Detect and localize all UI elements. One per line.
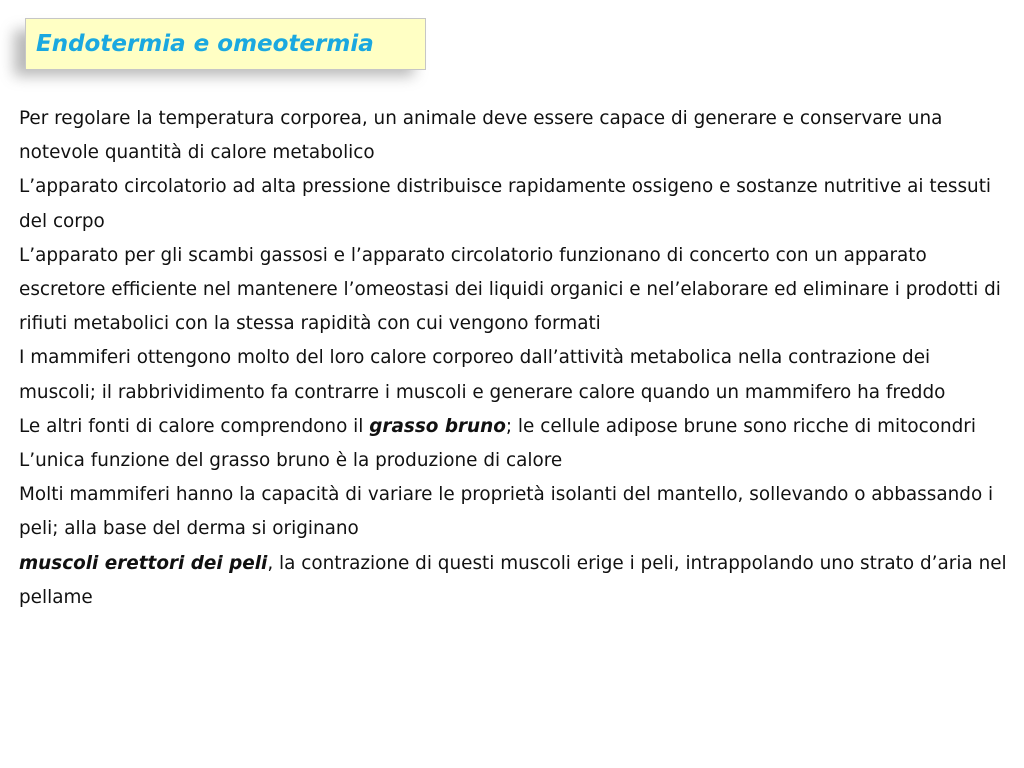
term-muscoli-erettori: muscoli erettori dei peli (19, 552, 268, 574)
paragraph-5-before: Le altri fonti di calore comprendono il (19, 415, 370, 437)
paragraph-5 (19, 410, 1009, 444)
paragraph-4: I mammiferi ottengono molto del loro calore corporeo dall’attività metabolica nella contrazione dei muscoli; il rabbrividimento fa contrarre i muscoli e generare calore quando un mammifero ha freddo (19, 347, 946, 403)
paragraph-7: Molti mammiferi hanno la capacità di variare le proprietà isolanti del mantello, sollevando o abbassando i peli; alla base del derma si originano (19, 484, 994, 540)
title-box (25, 18, 426, 70)
slide-title: Endotermia e omeotermia (36, 31, 374, 57)
paragraph-6: L’unica funzione del grasso bruno è la produzione di calore (19, 450, 563, 472)
paragraph-1: Per regolare la temperatura corporea, un animale deve essere capace di generare e conservare una notevole quantità di calore metabolico (19, 108, 943, 164)
paragraph-8-after: , la contrazione di questi muscoli erige i peli, intrappolando uno strato d’aria nel pellame (19, 552, 1007, 608)
term-grasso-bruno: grasso bruno (369, 415, 506, 437)
paragraph-2: L’apparato circolatorio ad alta pressione distribuisce rapidamente ossigeno e sostanze nutritive ai tessuti del corpo (19, 176, 992, 232)
paragraph-5-after: ; le cellule adipose brune sono ricche di mitocondri (505, 415, 976, 437)
body-text (19, 102, 1009, 615)
paragraph-3: L’apparato per gli scambi gassosi e l’apparato circolatorio funzionano di concerto con un apparato escretore efficiente nel mantenere l’omeostasi dei liquidi organici e nel’elaborare ed eliminare i prodotti di rifiuti metabolici con la stessa rapidità con cui vengono formati (19, 244, 1001, 335)
paragraph-8 (19, 547, 1009, 615)
